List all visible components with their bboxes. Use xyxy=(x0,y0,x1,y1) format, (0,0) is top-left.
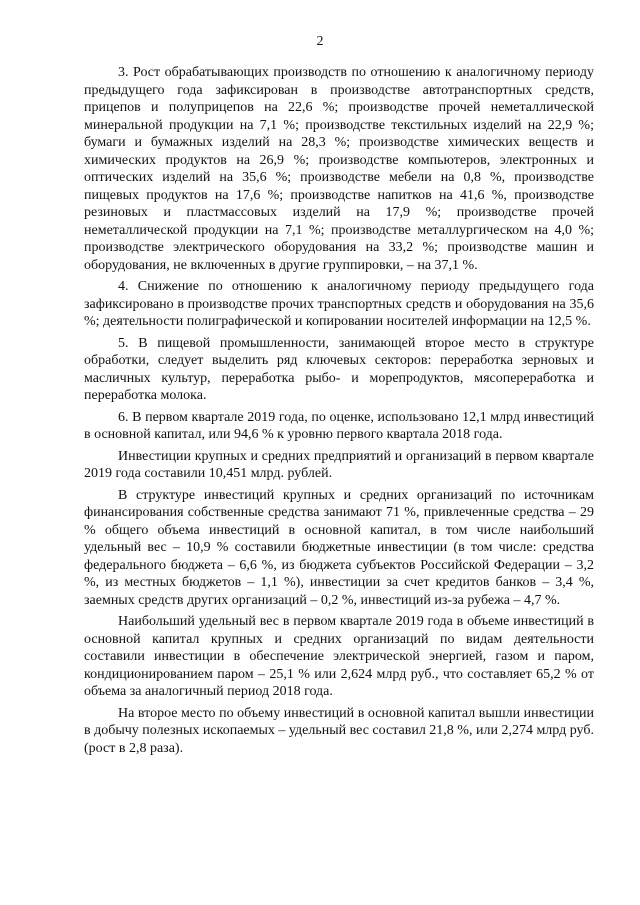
paragraph-production-decline: 4. Снижение по отношению к аналогичному периоду предыдущего года зафиксировано в производстве прочих транспортных средств и оборудования на 35,6 %; деятельности полиграфической и копировании носителей информации на 12,5 %. xyxy=(84,279,594,329)
paragraph-financing-structure: В структуре инвестиций крупных и средних организаций по источникам финансирования собственные средства занимают 71 %, привлеченные средства – 29 % общего объема инвестиций в основной капитал, в том числе наибольший удельный вес – 10,9 % составили бюджетные инвестиции (в том числе: средства федерального бюджета – 6,6 %, из бюджета субъектов Российской Федерации – 3,2 %, из местных бюджетов – 1,1 %), инвестиции за счет кредитов банков – 3,4 %, заемных средств других организаций – 0,2 %, инвестиций из-за рубежа – 4,7 %. xyxy=(84,487,594,608)
paragraph-second-place: На второе место по объему инвестиций в основной капитал вышли инвестиции в добычу полезных ископаемых – удельный вес составил 21,8 %, или 2,274 млрд руб. (рост в 2,8 раза). xyxy=(84,705,594,756)
paragraph-production-growth: 3. Рост обрабатывающих производств по отношению к аналогичному периоду предыдущего года зафиксирован в производстве автотранспортных средств, прицепов и полуприцепов на 22,6 %; производстве прочей неметаллической минеральной продукции на 7,1 %; производстве текстильных изделий на 22,9 %; бумаги и бумажных изделий на 28,3 %; производстве химических веществ и химических продуктов на 26,9 %; производстве компьютеров, электронных и оптических изделий на 35,6 %; производстве мебели на 0,8 %, производстве пищевых продуктов на 17,6 %; производстве напитков на 41,6 %, производстве резиновых и пластмассовых изделий на 17,9 %; производстве прочей неметаллической продукции на 7,1 %; производстве металлургическом на 4,0 %; производстве электрического оборудования на 33,2 %; производстве машин и оборудования, не включенных в другие группировки, – на 37,1 %. xyxy=(84,65,594,273)
document-body xyxy=(84,64,594,761)
paragraph-investments-q1: 6. В первом квартале 2019 года, по оценке, использовано 12,1 млрд инвестиций в основной капитал, или 94,6 % к уровню первого квартала 2018 года. xyxy=(84,409,594,442)
page-number: 2 xyxy=(316,34,324,49)
paragraph-large-enterprises: Инвестиции крупных и средних предприятий и организаций в первом квартале 2019 года составили 10,451 млрд. рублей. xyxy=(84,448,594,481)
paragraph-largest-share: Наибольший удельный вес в первом квартале 2019 года в объеме инвестиций в основной капитал крупных и средних организаций по видам деятельности составили инвестиции в обеспечение электрической энергией, газом и паром, кондиционированием паром – 25,1 % или 2,624 млрд руб., что составляет 65,2 % от объема за аналогичный период 2018 года. xyxy=(84,614,594,699)
paragraph-food-industry: 5. В пищевой промышленности, занимающей второе место в структуре обработки, следует выделить ряд ключевых секторов: переработка зерновых и масличных культур, переработка рыбо- и морепродуктов, мясопереработка и переработка молока. xyxy=(84,335,594,403)
